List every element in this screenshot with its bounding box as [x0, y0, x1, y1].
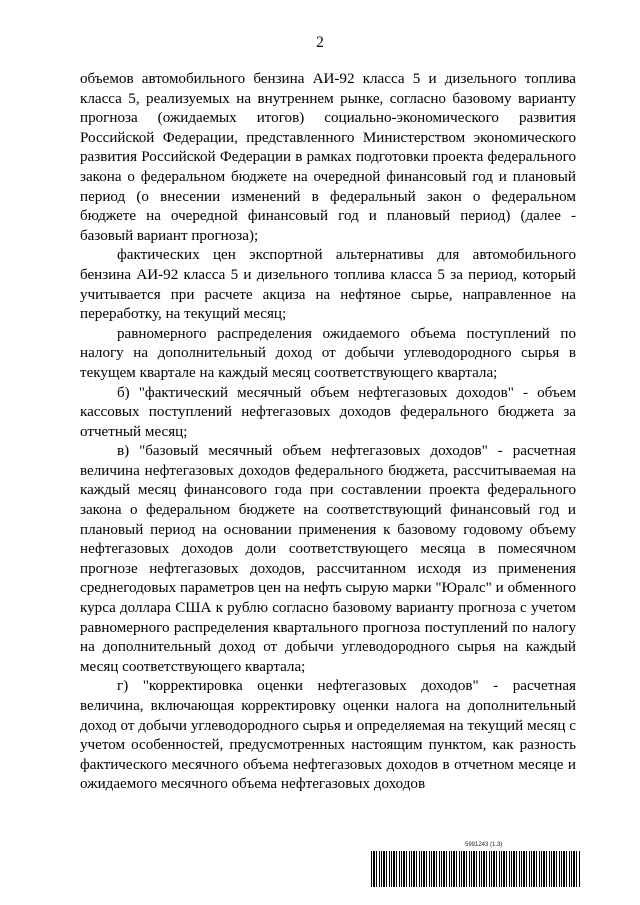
- barcode-label: 5991243 (1.3): [465, 842, 503, 848]
- document-body: [80, 70, 576, 795]
- page-number: 2: [316, 34, 324, 51]
- paragraph-item-g: г) "корректировка оценки нефтегазовых доходов" - расчетная величина, включающая корректировку оценки налога на дополнительный доход от добычи углеводородного сырья и определяемая на текущий месяц с учетом особенностей, предусмотренных настоящим пунктом, как разность фактического месячного объема нефтегазовых доходов в отчетном месяце и ожидаемого месячного объема нефтегазовых доходов: [80, 678, 576, 793]
- paragraph-export-prices: фактических цен экспортной альтернативы для автомобильного бензина АИ-92 класса 5 и дизельного топлива класса 5 за период, который учитывается при расчете акциза на нефтяное сырье, направленное на переработку, на текущий месяц;: [80, 247, 576, 323]
- paragraph-uniform-distribution: равномерного распределения ожидаемого объема поступлений по налогу на дополнительный доход от добычи углеводородного сырья в текущем квартале на каждый месяц соответствующего квартала;: [80, 325, 576, 381]
- paragraph-item-v: в) "базовый месячный объем нефтегазовых доходов" - расчетная величина нефтегазовых доходов федерального бюджета, рассчитываемая на каждый месяц финансового года при составлении проекта федерального закона о федеральном бюджете на соответствующий финансовый год и плановый период на основании применения к базовому годовому объему нефтегазовых доходов доли соответствующего месяца в помесячном прогнозе нефтегазовых доходов, рассчитанном исходя из применения среднегодовых параметров цен на нефть сырую марки "Юралс" и обменного курса доллара США к рублю согласно базовому варианту прогноза с учетом равномерного распределения квартального прогноза поступлений по налогу на дополнительный доход от добычи углеводородного сырья на каждый месяц соответствующего квартала;: [80, 443, 576, 675]
- document-barcode: [371, 842, 581, 890]
- barcode-image: [371, 851, 581, 887]
- paragraph-continuation: объемов автомобильного бензина АИ-92 класса 5 и дизельного топлива класса 5, реализуемых на внутреннем рынке, согласно базовому варианту прогноза (ожидаемых итогов) социально-экономического развития Российской Федерации, представленного Министерством экономического развития Российской Федерации в рамках подготовки проекта федерального закона о федеральном бюджете на очередной финансовый год и плановый период (о внесении изменений в федеральный закон о федеральном бюджете на очередной финансовый год и плановый период) (далее - базовый вариант прогноза);: [80, 71, 576, 244]
- paragraph-item-b: б) "фактический месячный объем нефтегазовых доходов" - объем кассовых поступлений нефтегазовых доходов федерального бюджета за отчетный месяц;: [80, 384, 576, 440]
